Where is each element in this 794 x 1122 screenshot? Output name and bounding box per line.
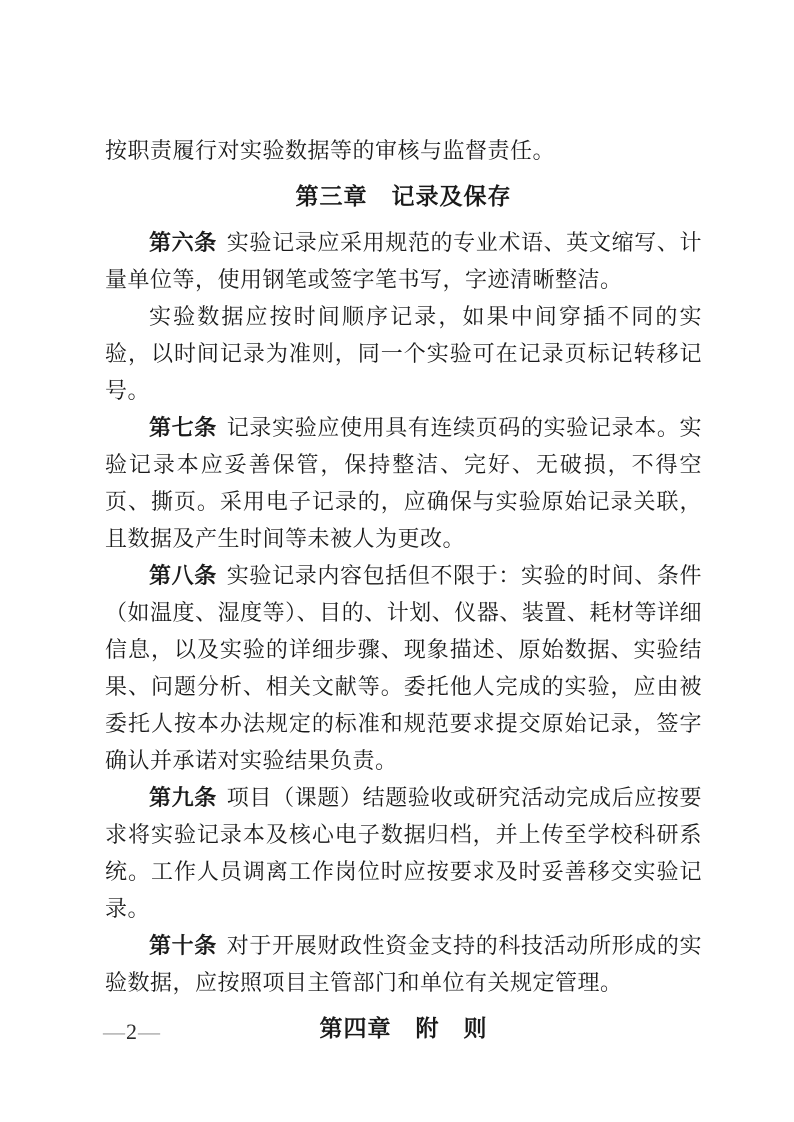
article-6-label: 第六条 [149,230,217,255]
article-10-text: 对于开展财政性资金支持的科技活动所形成的实验数据，应按照项目主管部门和单位有关规定管理。 [105,933,702,995]
article-10-label: 第十条 [149,933,217,958]
body-paragraph-text: 实验数据应按时间顺序记录，如果中间穿插不同的实验，以时间记录为准则，同一个实验可在记录页标记转移记号。 [105,304,702,403]
page-number-value: 2 [126,1019,137,1044]
chapter-heading-4: 第四章 附 则 [319,1015,488,1041]
article-9-text: 项目（课题）结题验收或研究活动完成后应按要求将实验记录本及核心电子数据归档，并上传至学校科研系统。工作人员调离工作岗位时应按要求及时妥善移交实验记录。 [105,785,702,921]
page-number-dash-left: — [103,1019,125,1044]
article-7-text: 记录实验应使用具有连续页码的实验记录本。实验记录本应妥善保管，保持整洁、完好、无破损，不得空页、撕页。采用电子记录的，应确保与实验原始记录关联，且数据及产生时间等未被人为更改。 [105,415,702,551]
chapter-heading-3: 第三章 记录及保存 [295,183,512,209]
page-content [105,132,702,1056]
continuation-paragraph: 按职责履行对实验数据等的审核与监督责任。 [105,138,556,163]
article-6-text: 实验记录应采用规范的专业术语、英文缩写、计量单位等，使用钢笔或签字笔书写，字迹清晰整洁。 [105,230,702,292]
article-8-text: 实验记录内容包括但不限于：实验的时间、条件（如温度、湿度等）、目的、计划、仪器、装置、耗材等详细信息，以及实验的详细步骤、现象描述、原始数据、实验结果、问题分析、相关文献等。委托他人完成的实验，应由被委托人按本办法规定的标准和规范要求提交原始记录，签字确认并承诺对实验结果负责。 [105,563,702,773]
article-paragraph-8 [105,557,702,779]
article-9-label: 第九条 [149,785,217,810]
body-paragraph [105,298,702,409]
article-paragraph-7 [105,409,702,557]
article-paragraph-10 [105,927,702,1001]
article-paragraph-6 [105,224,702,298]
page-number [103,1020,160,1044]
article-8-label: 第八条 [149,563,217,588]
article-paragraph-9 [105,779,702,927]
article-7-label: 第七条 [149,415,217,440]
page-number-dash-right: — [138,1019,160,1044]
